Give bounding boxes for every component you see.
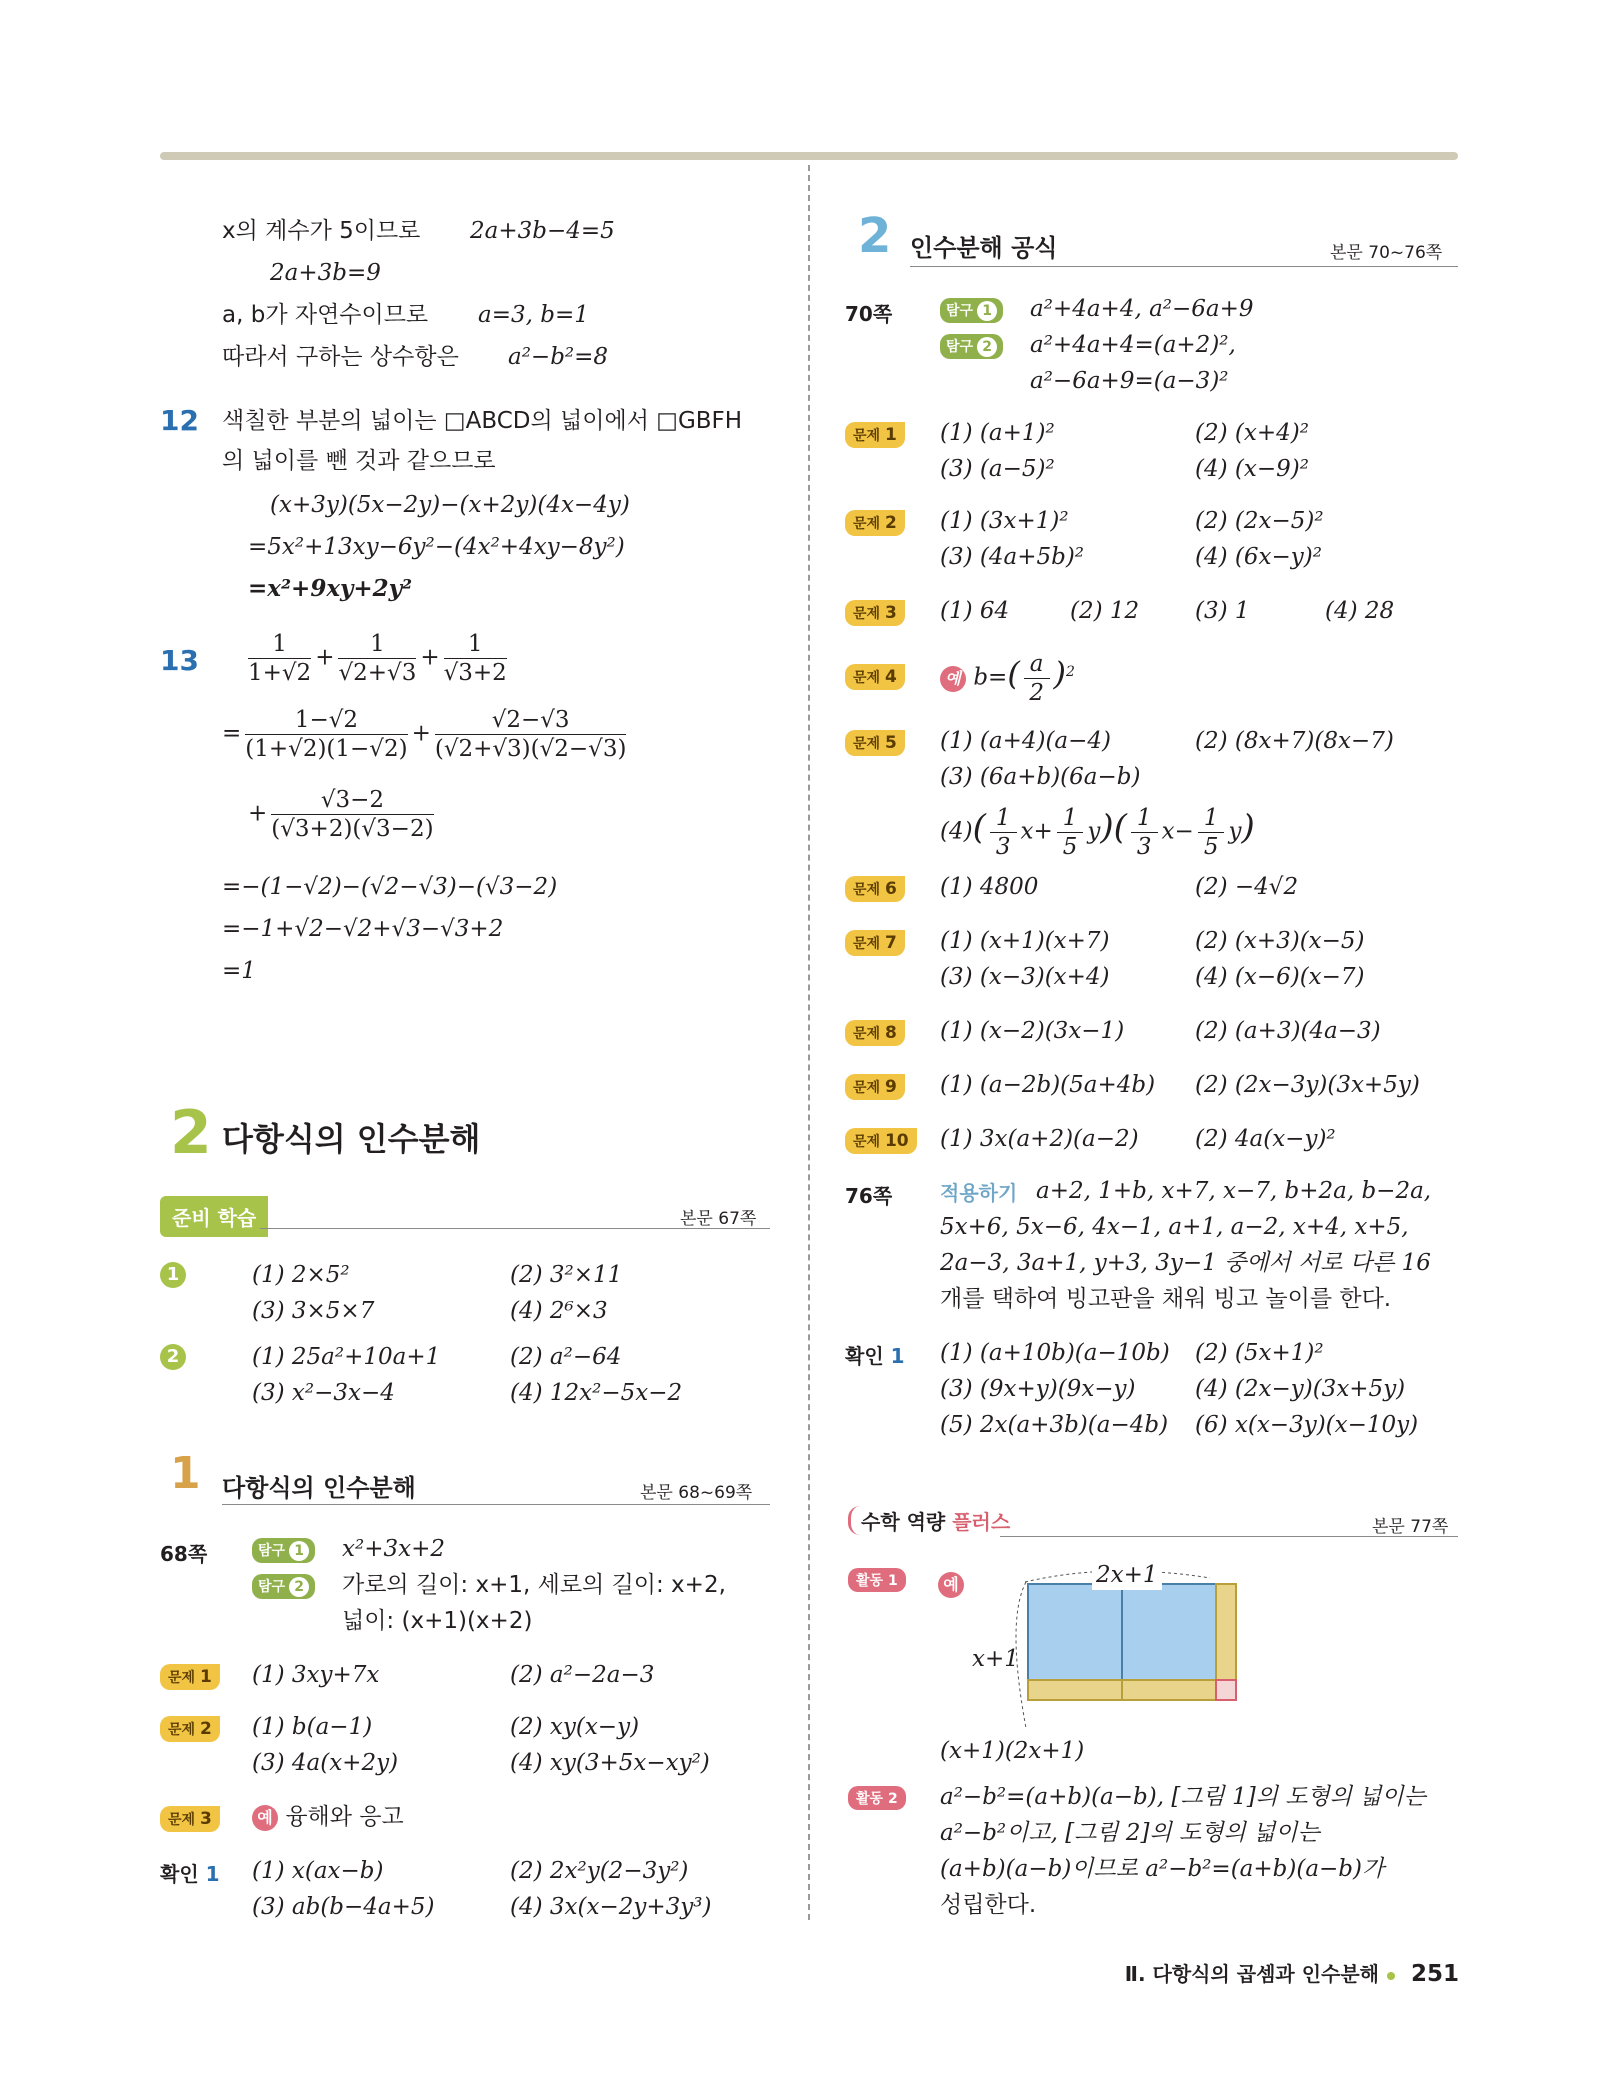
- r-mj6-a: (1) 4800: [940, 874, 1039, 900]
- act1-example: [938, 1572, 964, 1598]
- mj2-d: (4) xy(3+5x−xy²): [510, 1750, 710, 1776]
- bar-right: [1216, 1584, 1236, 1680]
- r-mj2-c: (3) (4a+5b)²: [940, 544, 1085, 570]
- mj3-num: 3: [199, 1809, 212, 1829]
- r-mj5-tag: [845, 730, 905, 756]
- r-mj3-num: 3: [884, 603, 897, 623]
- r-mj1-label: 문제: [853, 428, 881, 444]
- r-mj5-f2d: 5: [1062, 834, 1078, 860]
- r-mj4-label: 문제: [853, 670, 881, 686]
- r-chk-num: 1: [890, 1344, 905, 1368]
- plus-title-text: 수학 역량: [861, 1510, 946, 1534]
- r-mj3-d: (4) 28: [1325, 598, 1395, 624]
- frac-3-num: 1: [444, 630, 507, 659]
- r-mj5-frac1: [990, 804, 1017, 861]
- footer: [1125, 1958, 1459, 1987]
- l3a: a, b가 자연수이므로: [222, 302, 429, 328]
- r-mj6-num: 6: [884, 879, 897, 899]
- r-mj9-a: (1) (a−2b)(5a+4b): [940, 1072, 1156, 1098]
- r-mj8-tag: [845, 1020, 905, 1046]
- r-mj8-a: (1) (x−2)(3x−1): [940, 1018, 1125, 1044]
- frac-6: [271, 786, 433, 843]
- r-mj1-d: (4) (x−9)²: [1195, 456, 1309, 482]
- l4b: a²−b²=8: [508, 344, 609, 370]
- q2-d: (4) 12x²−5x−2: [510, 1380, 683, 1406]
- r-mj4-answer: 예 b=( $\frac{a}{2}$ )$^2$: [940, 650, 1075, 707]
- r-section-underline: [910, 266, 1458, 267]
- r-mj7-num: 7: [884, 933, 897, 953]
- p13-math1: =−(1−√2)−(√2−√3)−(√3−2): [222, 874, 558, 900]
- r-mj5-d: (4)( $\frac{1}{3}$ x+ $\frac{1}{5}$ y)( $\frac{1}{3}$ x− $\frac{1}{5}$ y): [940, 805, 1255, 860]
- r-mj7-label: 문제: [853, 936, 881, 952]
- r-mj9-label: 문제: [853, 1080, 881, 1096]
- l3b: a=3, b=1: [478, 302, 589, 328]
- footer-dot-icon: [1387, 1972, 1395, 1980]
- r-tamgu2-text1: a²+4a+4=(a+2)²,: [1030, 332, 1236, 358]
- frac-6-num: √3−2: [271, 786, 433, 815]
- apply-t3: 2a−3, 3a+1, y+3, 3y−1 중에서 서로 다른 16: [940, 1250, 1431, 1276]
- r-mj5-frac4: [1198, 804, 1225, 861]
- plus-title: [848, 1506, 1010, 1535]
- mj3-tag: [160, 1806, 220, 1832]
- r-mj5-f4n: 1: [1198, 804, 1225, 833]
- chk-label-text: 확인: [160, 1862, 199, 1886]
- act2-label: 활동: [856, 1791, 884, 1807]
- mj3-answer: [252, 1802, 404, 1832]
- mj2-tag: [160, 1716, 220, 1742]
- r-chk-c: (3) (9x+y)(9x−y): [940, 1376, 1136, 1402]
- r-mj5-t2: y: [1087, 818, 1101, 845]
- p12-math1: (x+3y)(5x−2y)−(x+2y)(4x−4y): [270, 492, 630, 518]
- p12-text2: 의 넓이를 뺀 것과 같으므로: [222, 448, 496, 474]
- r-mj5-t3: x−: [1161, 818, 1194, 845]
- r-mj5-frac2: [1057, 804, 1084, 861]
- r-mj7-d: (4) (x−6)(x−7): [1195, 964, 1365, 990]
- r-mj9-num: 9: [884, 1077, 897, 1097]
- tamgu1-text: x²+3x+2: [342, 1536, 445, 1562]
- r-tamgu1-num: 1: [977, 301, 997, 321]
- frac-5-num: √2−√3: [435, 706, 627, 735]
- r-mj1-num: 1: [884, 425, 897, 445]
- p12-text1: 색칠한 부분의 넓이는 □ABCD의 넓이에서 □GBFH: [222, 408, 743, 434]
- r-mj5-label: 문제: [853, 736, 881, 752]
- chk-label: [160, 1858, 220, 1887]
- q1-number: 1: [160, 1262, 186, 1288]
- section-number: 2: [170, 1098, 212, 1168]
- r-mj10-b: (2) 4a(x−y)²: [1195, 1126, 1336, 1152]
- r-mj3-tag: [845, 600, 905, 626]
- r-chk-a: (1) (a+10b)(a−10b): [940, 1340, 1170, 1366]
- r-mj5-c: (3) (6a+b)(6a−b): [940, 764, 1141, 790]
- l1b: 2a+3b−4=5: [470, 218, 615, 244]
- diag-left-label: x+1: [972, 1646, 1019, 1672]
- frac-4-den: (1+√2)(1−√2): [245, 736, 408, 762]
- r-mj3-b: (2) 12: [1070, 598, 1140, 624]
- r-mj2-tag: [845, 510, 905, 536]
- subsection-underline: [222, 1504, 770, 1505]
- mj1-tag: [160, 1664, 220, 1690]
- r-mj5-f3n: 1: [1131, 804, 1158, 833]
- mj1-num: 1: [199, 1667, 212, 1687]
- r-mj2-d: (4) (6x−y)²: [1195, 544, 1322, 570]
- r-section-ref: 본문 70~76쪽: [1330, 243, 1443, 263]
- act1-result: (x+1)(2x+1): [940, 1738, 1085, 1764]
- plus-ref: 본문 77쪽: [1372, 1517, 1449, 1537]
- q2-c: (3) x²−3x−4: [252, 1380, 395, 1406]
- chk-d: (4) 3x(x−2y+3y³): [510, 1894, 712, 1920]
- tamgu2-text2: 넓이: (x+1)(x+2): [342, 1608, 533, 1634]
- r-mj8-label: 문제: [853, 1026, 881, 1042]
- r-mj6-label: 문제: [853, 882, 881, 898]
- chk-num: 1: [205, 1862, 220, 1886]
- section-title: 다항식의 인수분해: [222, 1120, 481, 1158]
- unit-square: [1216, 1680, 1236, 1700]
- diag-top-label: 2x+1: [1092, 1560, 1162, 1590]
- act2-badge: [848, 1786, 906, 1810]
- bar-bottom-1: [1028, 1680, 1122, 1700]
- frac-4: [245, 706, 407, 763]
- r-tamgu2-text2: a²−6a+9=(a−3)²: [1030, 368, 1229, 394]
- r-mj1-tag: [845, 422, 905, 448]
- tamgu1-num: 1: [289, 1541, 309, 1561]
- r-mj5-t1: x+: [1020, 818, 1053, 845]
- r-mj9-tag: [845, 1074, 905, 1100]
- q1-d: (4) 2⁶×3: [510, 1298, 608, 1324]
- r-mj7-b: (2) (x+3)(x−5): [1195, 928, 1365, 954]
- mj3-label: 문제: [168, 1812, 196, 1828]
- r-mj3-label: 문제: [853, 606, 881, 622]
- tamgu2-badge: [252, 1574, 315, 1599]
- r-mj5-f3d: 3: [1136, 834, 1152, 860]
- r-chk-label: [845, 1340, 905, 1369]
- r-section-number: 2: [858, 208, 892, 264]
- r-mj3-c: (3) 1: [1195, 598, 1250, 624]
- p13-line2: = $\frac{1-√2}{(1+√2)(1-√2)}$ + $\frac{√2-√3}{(√2+√3)(√2-√3)}$: [222, 707, 627, 762]
- q2-a: (1) 25a²+10a+1: [252, 1344, 441, 1370]
- subsection-title: 다항식의 인수분해: [222, 1474, 416, 1502]
- frac-5-den: (√2+√3)(√2−√3): [434, 736, 627, 762]
- mj2-num: 2: [199, 1719, 212, 1739]
- act2-t4: 성립한다.: [940, 1892, 1037, 1918]
- r-mj2-num: 2: [884, 513, 897, 533]
- r-mj4-num: 4: [884, 667, 897, 687]
- square-1: [1028, 1584, 1122, 1680]
- frac-1-num: 1: [248, 630, 311, 659]
- tamgu1-label: 탐구: [258, 1543, 286, 1559]
- bar-bottom-2: [1122, 1680, 1216, 1700]
- r-chk-b: (2) (5x+1)²: [1195, 1340, 1324, 1366]
- r-mj6-b: (2) −4√2: [1195, 874, 1299, 900]
- frac-3: [444, 630, 507, 687]
- apply-t1: a+2, 1+b, x+7, x−7, b+2a, b−2a,: [1036, 1178, 1432, 1204]
- r-mj5-b: (2) (8x+7)(8x−7): [1195, 728, 1394, 754]
- q1-a: (1) 2×5²: [252, 1262, 350, 1288]
- prep-ref: 본문 67쪽: [680, 1209, 757, 1229]
- chk-a: (1) x(ax−b): [252, 1858, 384, 1884]
- frac-4-num: 1−√2: [245, 706, 407, 735]
- problem-13-number: 13: [160, 644, 199, 677]
- l1a: x의 계수가 5이므로: [222, 218, 421, 244]
- act2-num: 2: [887, 1791, 898, 1807]
- p12-math3: =x²+9xy+2y²: [248, 575, 413, 602]
- r-mj1-c: (3) (a−5)²: [940, 456, 1055, 482]
- footer-chapter: Ⅱ. 다항식의 곱셈과 인수분해: [1124, 1962, 1379, 1986]
- frac-1-den: 1+√2: [248, 660, 312, 686]
- plus-title-accent: 플러스: [952, 1510, 1011, 1534]
- tamgu2-text1: 가로의 길이: x+1, 세로의 길이: x+2,: [342, 1572, 726, 1598]
- r-mj10-a: (1) 3x(a+2)(a−2): [940, 1126, 1139, 1152]
- frac-2-num: 1: [338, 630, 416, 659]
- l2: 2a+3b=9: [270, 260, 381, 286]
- frac-2: [338, 630, 416, 687]
- r-tamgu1-badge: [940, 298, 1003, 323]
- mj2-b: (2) xy(x−y): [510, 1714, 640, 1740]
- r-mj5-f1n: 1: [990, 804, 1017, 833]
- p70-label: 70쪽: [845, 302, 893, 326]
- r-mj2-a: (1) (3x+1)²: [940, 508, 1069, 534]
- chk-c: (3) ab(b−4a+5): [252, 1894, 435, 1920]
- p13-line1: $\frac{1}{1+√2}$ + $\frac{1}{√2+√3}$ + $\frac{1}{√3+2}$: [248, 631, 507, 686]
- r-mj7-a: (1) (x+1)(x+7): [940, 928, 1110, 954]
- r-mj4-exp: 2: [1066, 663, 1075, 680]
- r-mj5-f2n: 1: [1057, 804, 1084, 833]
- r-chk-d: (4) (2x−y)(3x+5y): [1195, 1376, 1406, 1402]
- apply-t2: 5x+6, 5x−6, 4x−1, a+1, a−2, x+4, x+5,: [940, 1214, 1409, 1240]
- r-chk-f: (6) x(x−3y)(x−10y): [1195, 1412, 1419, 1438]
- mj2-a: (1) b(a−1): [252, 1714, 373, 1740]
- r-mj1-a: (1) (a+1)²: [940, 420, 1055, 446]
- r-mj9-b: (2) (2x−3y)(3x+5y): [1195, 1072, 1420, 1098]
- mj2-c: (3) 4a(x+2y): [252, 1750, 399, 1776]
- act1-num: 1: [887, 1573, 898, 1589]
- r-tamgu2-num: 2: [977, 337, 997, 357]
- r-mj2-label: 문제: [853, 516, 881, 532]
- act1-example-icon: 예: [938, 1572, 964, 1598]
- r-mj10-label: 문제: [853, 1134, 881, 1150]
- apply-label: 적용하기: [940, 1181, 1018, 1205]
- r-mj8-b: (2) (a+3)(4a−3): [1195, 1018, 1381, 1044]
- p13-math3: =1: [222, 958, 256, 984]
- r-mj7-tag: [845, 930, 905, 956]
- r-mj2-b: (2) (2x−5)²: [1195, 508, 1324, 534]
- p13-math2: =−1+√2−√2+√3−√3+2: [222, 916, 504, 942]
- r-tamgu1-label: 탐구: [946, 303, 974, 319]
- r-mj1-b: (2) (x+4)²: [1195, 420, 1309, 446]
- frac-2-den: √2+√3: [338, 660, 417, 686]
- subsection-number: 1: [170, 1448, 201, 1499]
- r-mj4-frac: [1024, 650, 1050, 707]
- act2-t3: (a+b)(a−b)이므로 a²−b²=(a+b)(a−b)가: [940, 1856, 1385, 1882]
- r-chk-e: (5) 2x(a+3b)(a−4b): [940, 1412, 1169, 1438]
- r-mj4-frac-num: a: [1024, 650, 1050, 679]
- mj1-b: (2) a²−2a−3: [510, 1662, 655, 1688]
- page-number: 251: [1410, 1961, 1459, 1987]
- r-mj4-example-icon: 예: [940, 666, 966, 692]
- r-mj4-pre: b=: [973, 664, 1008, 691]
- r-mj5-t4: y: [1228, 818, 1242, 845]
- q1-b: (2) 3²×11: [510, 1262, 623, 1288]
- mj3-text: 융해와 응고: [285, 1804, 404, 1830]
- r-mj7-c: (3) (x−3)(x+4): [940, 964, 1110, 990]
- r-chk-label-text: 확인: [845, 1344, 884, 1368]
- r-tamgu2-badge: [940, 334, 1003, 359]
- subsection-ref: 본문 68~69쪽: [640, 1483, 753, 1503]
- q1-c: (3) 3×5×7: [252, 1298, 375, 1324]
- prep-label: 준비 학습: [160, 1196, 268, 1237]
- p13-line3: + $\frac{√3-2}{(√3+2)(√3-2)}$: [248, 787, 434, 842]
- mj3-example-icon: 예: [252, 1805, 278, 1831]
- r-tamgu2-label: 탐구: [946, 339, 974, 355]
- frac-6-den: (√3+2)(√3−2): [271, 816, 434, 842]
- tamgu1-badge: [252, 1538, 315, 1563]
- r-mj5-frac3: [1131, 804, 1158, 861]
- r-mj5-d-pre: (4): [940, 818, 973, 845]
- act2-t2: a²−b²이고, [그림 2]의 도형의 넓이는: [940, 1820, 1320, 1846]
- r-mj8-num: 8: [884, 1023, 897, 1043]
- frac-5: [435, 706, 627, 763]
- r-mj6-tag: [845, 876, 905, 902]
- r-mj10-num: 10: [884, 1131, 909, 1151]
- frac-1: [248, 630, 311, 687]
- act1-badge: [848, 1568, 906, 1592]
- column-divider: [808, 165, 810, 1920]
- r-mj10-tag: [845, 1128, 917, 1154]
- q2-number: 2: [160, 1344, 186, 1370]
- act2-t1: a²−b²=(a+b)(a−b), [그림 1]의 도형의 넓이는: [940, 1784, 1426, 1810]
- square-2: [1122, 1584, 1216, 1680]
- problem-12-number: 12: [160, 404, 199, 437]
- p76-label: 76쪽: [845, 1184, 893, 1208]
- p12-math2: =5x²+13xy−6y²−(4x²+4xy−8y²): [248, 534, 625, 560]
- apply-t4: 개를 택하여 빙고판을 채워 빙고 놀이를 한다.: [940, 1286, 1392, 1312]
- l4a: 따라서 구하는 상수항은: [222, 344, 459, 370]
- r-mj5-f1d: 3: [995, 834, 1011, 860]
- r-mj5-a: (1) (a+4)(a−4): [940, 728, 1112, 754]
- mj1-a: (1) 3xy+7x: [252, 1662, 380, 1688]
- r-mj3-a: (1) 64: [940, 598, 1010, 624]
- tamgu2-label: 탐구: [258, 1579, 286, 1595]
- mj2-label: 문제: [168, 1722, 196, 1738]
- chk-b: (2) 2x²y(2−3y²): [510, 1858, 689, 1884]
- r-tamgu1-text: a²+4a+4, a²−6a+9: [1030, 296, 1254, 322]
- r-mj5-f4d: 5: [1203, 834, 1219, 860]
- r-section-title: 인수분해 공식: [910, 234, 1058, 262]
- tamgu2-num: 2: [289, 1577, 309, 1597]
- act1-label: 활동: [856, 1573, 884, 1589]
- mj1-label: 문제: [168, 1670, 196, 1686]
- q2-b: (2) a²−64: [510, 1344, 622, 1370]
- p68-label: 68쪽: [160, 1542, 208, 1566]
- r-mj4-frac-den: 2: [1029, 680, 1044, 706]
- frac-3-den: √3+2: [443, 660, 507, 686]
- top-rule: [160, 152, 1458, 160]
- r-mj4-tag: [845, 664, 905, 690]
- r-mj5-num: 5: [884, 733, 897, 753]
